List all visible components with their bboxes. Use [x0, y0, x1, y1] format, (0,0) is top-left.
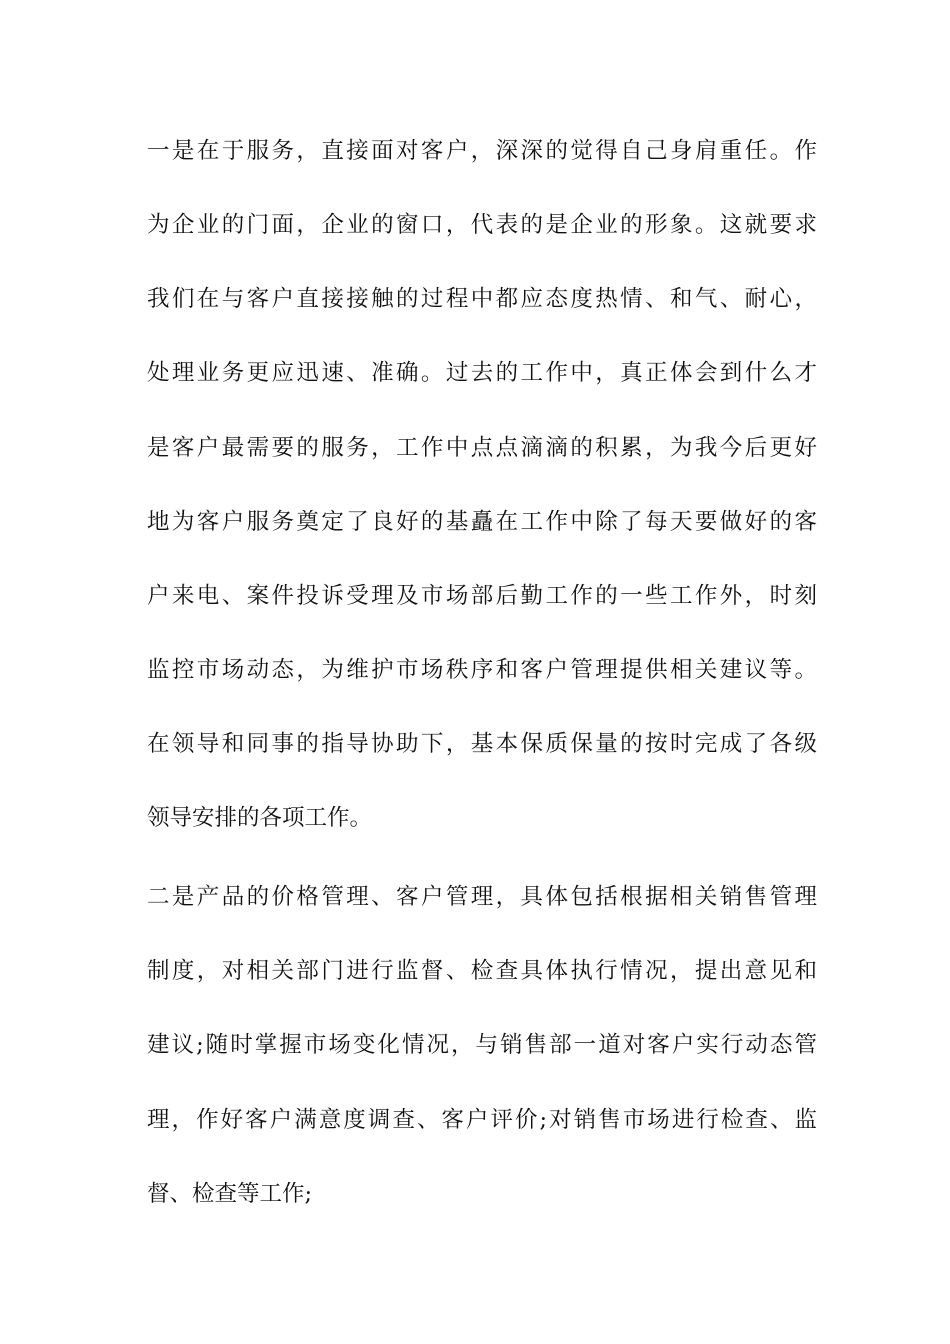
- paragraph-1-line-7: 户来电、案件投诉受理及市场部后勤工作的一些工作外，时刻: [147, 583, 817, 609]
- paragraph-1-line-1: 一是在于服务，直接面对客户，深深的觉得自己身肩重任。作: [147, 138, 817, 164]
- paragraph-2-line-5: 督、检查等工作;: [147, 1181, 313, 1207]
- paragraph-1-line-5: 是客户最需要的服务，工作中点点滴滴的积累，为我今后更好: [147, 435, 817, 461]
- paragraph-1-line-6: 地为客户服务奠定了良好的基矗在工作中除了每天要做好的客: [147, 509, 817, 535]
- paragraph-1-line-4: 处理业务更应迅速、准确。过去的工作中，真正体会到什么才: [147, 360, 817, 386]
- paragraph-1-line-8: 监控市场动态，为维护市场秩序和客户管理提供相关建议等。: [147, 657, 817, 683]
- paragraph-1-line-3: 我们在与客户直接接触的过程中都应态度热情、和气、耐心，: [147, 286, 817, 312]
- paragraph-2-line-2: 制度，对相关部门进行监督、检查具体执行情况，提出意见和: [147, 958, 817, 984]
- paragraph-1-line-9: 在领导和同事的指导协助下，基本保质保量的按时完成了各级: [147, 731, 817, 757]
- paragraph-1-line-2: 为企业的门面，企业的窗口，代表的是企业的形象。这就要求: [147, 212, 817, 238]
- paragraph-1-line-10: 领导安排的各项工作。: [147, 805, 373, 831]
- paragraph-2-line-3: 建议;随时掌握市场变化情况，与销售部一道对客户实行动态管: [147, 1032, 817, 1058]
- paragraph-2-line-1: 二是产品的价格管理、客户管理，具体包括根据相关销售管理: [147, 884, 817, 910]
- paragraph-2-line-4: 理，作好客户满意度调查、客户评价;对销售市场进行检查、监: [147, 1107, 817, 1133]
